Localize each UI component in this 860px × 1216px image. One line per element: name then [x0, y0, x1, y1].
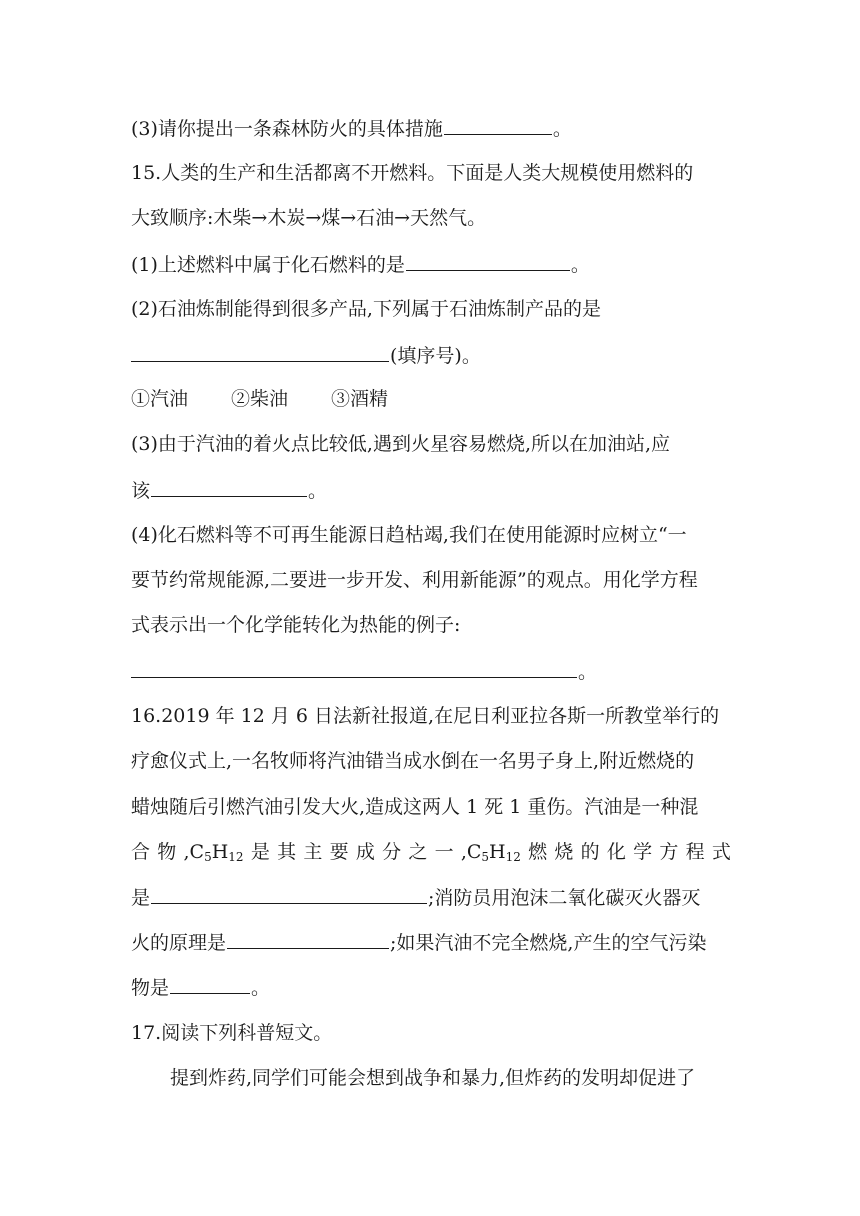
option-1: ①汽油 — [131, 388, 189, 410]
word: 合 — [131, 841, 151, 863]
q15-options — [131, 387, 731, 411]
formula-part: H — [489, 841, 506, 863]
q16-line1: 16.2019 年 12 月 6 日法新社报道,在尼日利亚拉各斯一所教堂举行的 — [131, 705, 720, 727]
word: 是 — [250, 841, 270, 863]
answer-blank[interactable] — [151, 885, 427, 904]
q14-part3 — [131, 116, 731, 141]
word: 要 — [329, 841, 349, 863]
answer-blank[interactable] — [227, 930, 389, 949]
word: 主 — [303, 841, 323, 863]
q15-part3-line1: (3)由于汽油的着火点比较低,遇到火星容易燃烧,所以在加油站,应 — [131, 433, 671, 455]
formula-part: ,C — [460, 841, 482, 863]
q15-part1 — [131, 252, 731, 277]
word: 化 — [606, 841, 626, 863]
q15-part3-text: 该 — [131, 480, 151, 502]
punctuation: 。 — [578, 661, 598, 683]
q16-line6-start: 火的原理是 — [131, 932, 227, 954]
q16-line2: 疗愈仪式上,一名牧师将汽油错当成水倒在一名男子身上,附近燃烧的 — [131, 750, 695, 772]
formula-c5h12 — [184, 840, 244, 864]
q14-part3-text: (3)请你提出一条森林防火的具体措施 — [131, 118, 443, 140]
q16-line5-end: ;消防员用泡沫二氧化碳灭火器灭 — [428, 887, 701, 909]
subscript: 12 — [505, 850, 521, 864]
q16-line6 — [131, 930, 731, 955]
answer-blank[interactable] — [170, 975, 250, 994]
q16-line5-start: 是 — [131, 887, 151, 909]
q16-line6-end: ;如果汽油不完全燃烧,产生的空气污染 — [390, 932, 707, 954]
word: 之 — [408, 841, 428, 863]
word: 其 — [277, 841, 297, 863]
word: 燃 — [528, 841, 548, 863]
punctuation: 。 — [570, 254, 590, 276]
word: 一 — [434, 841, 454, 863]
punctuation: 。 — [308, 480, 328, 502]
q15-part4-line1: (4)化石燃料等不可再生能源日趋枯竭,我们在使用能源时应树立“一 — [131, 524, 687, 546]
subscript: 12 — [228, 850, 244, 864]
q15-part4-answer — [131, 659, 731, 684]
word: 方 — [659, 841, 679, 863]
punctuation: 。 — [552, 118, 572, 140]
word: 学 — [633, 841, 653, 863]
formula-part: ,C — [183, 841, 205, 863]
formula-c5h12 — [461, 840, 521, 864]
q15-stem-line1: 15.人类的生产和生活都离不开燃料。下面是人类大规模使用燃料的 — [131, 162, 694, 184]
answer-blank[interactable] — [131, 659, 577, 678]
answer-blank[interactable] — [444, 116, 552, 135]
q16-line7 — [131, 975, 731, 1000]
punctuation: 。 — [251, 977, 271, 999]
q15-part4-line2: 要节约常规能源,二要进一步开发、利用新能源”的观点。用化学方程 — [131, 569, 698, 591]
q16-line4 — [131, 840, 731, 864]
q17-line1: 17.阅读下列科普短文。 — [131, 1022, 333, 1044]
q16-line5 — [131, 885, 731, 910]
q15-part4-line3: 式表示出一个化学能转化为热能的例子: — [131, 614, 461, 636]
option-3: ③酒精 — [331, 388, 389, 410]
q16-line7-start: 物是 — [131, 977, 170, 999]
q15-part2-answer — [131, 343, 731, 368]
word: 烧 — [554, 841, 574, 863]
q15-part3-line2 — [131, 478, 731, 503]
word: 的 — [580, 841, 600, 863]
word: 物 — [157, 841, 177, 863]
option-2: ②柴油 — [231, 388, 289, 410]
answer-blank[interactable] — [406, 252, 570, 271]
q17-line2: 提到炸药,同学们可能会想到战争和暴力,但炸药的发明却促进了 — [170, 1067, 696, 1089]
q15-part2: (2)石油炼制能得到很多产品,下列属于石油炼制产品的是 — [131, 298, 601, 320]
word: 成 — [355, 841, 375, 863]
answer-blank[interactable] — [131, 343, 389, 362]
q15-part2-tail: (填序号)。 — [390, 345, 481, 367]
word: 分 — [382, 841, 402, 863]
formula-part: H — [211, 841, 229, 863]
answer-blank[interactable] — [151, 478, 307, 497]
word: 式 — [711, 841, 731, 863]
subscript: 5 — [204, 850, 212, 864]
q15-part1-text: (1)上述燃料中属于化石燃料的是 — [131, 254, 405, 276]
word: 程 — [685, 841, 705, 863]
subscript: 5 — [481, 850, 490, 864]
q16-line3: 蜡烛随后引燃汽油引发大火,造成这两人 1 死 1 重伤。汽油是一种混 — [131, 796, 699, 818]
q15-stem-line2: 大致顺序:木柴→木炭→煤→石油→天然气。 — [131, 207, 487, 229]
